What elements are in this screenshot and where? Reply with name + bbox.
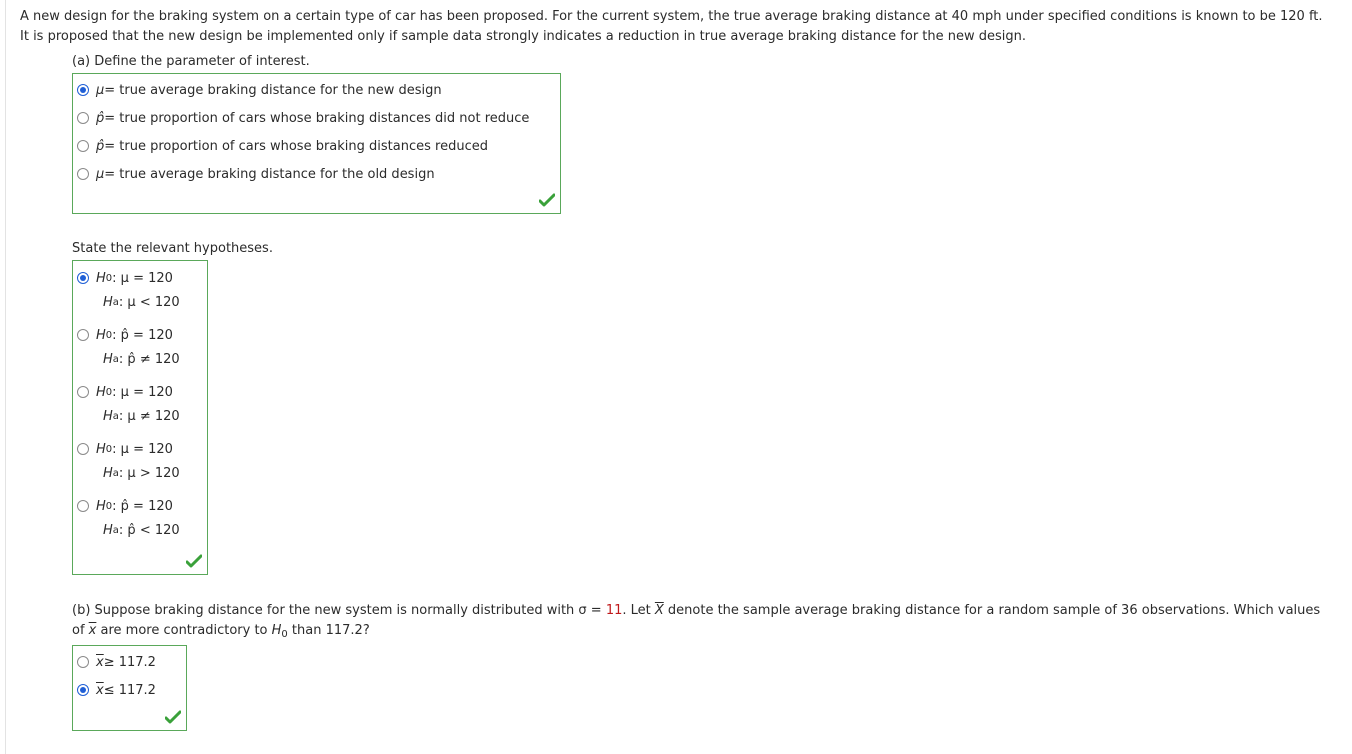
part-b-answer-box xyxy=(72,645,187,731)
part-b-prompt xyxy=(72,601,1342,645)
h0-text: : p̂ = 120 xyxy=(112,327,173,343)
radio-button[interactable] xyxy=(77,84,89,96)
h0-symbol: H xyxy=(271,623,282,638)
question-prompt xyxy=(20,7,1340,47)
h0-text: : μ = 120 xyxy=(112,441,173,457)
part-a-option-4[interactable] xyxy=(77,164,435,184)
part-b-text: are more contradictory to xyxy=(96,623,272,638)
radio-button[interactable] xyxy=(77,443,89,455)
part-b-text: of xyxy=(72,623,89,638)
radio-button[interactable] xyxy=(77,140,89,152)
sigma-value: 11 xyxy=(605,603,623,618)
option-text: = true proportion of cars whose braking distances reduced xyxy=(104,138,488,154)
radio-button[interactable] xyxy=(77,329,89,341)
h0-text: : μ = 120 xyxy=(112,270,173,286)
part-b-text: . Let xyxy=(622,603,655,618)
hypothesis-option-2[interactable]: H 0 : p̂ = 120 H a : p̂ ≠ 120 xyxy=(77,323,180,371)
part-b-text: than 117.2? xyxy=(287,623,370,638)
hypothesis-option-4[interactable]: H 0 : μ = 120 H a : μ > 120 xyxy=(77,437,180,485)
option-symbol: μ xyxy=(96,166,105,182)
option-symbol: p̂ xyxy=(96,110,105,126)
radio-button[interactable] xyxy=(77,168,89,180)
checkmark-icon xyxy=(539,193,555,207)
part-b-option-2[interactable] xyxy=(77,680,156,700)
option-text: = true average braking distance for the old design xyxy=(104,166,435,182)
part-b-text: denote the sample average braking distance for a random sample of 36 observations. Which values xyxy=(663,603,1321,618)
part-a-option-2[interactable] xyxy=(77,108,529,128)
option-symbol: μ xyxy=(96,82,105,98)
hypothesis-option-3[interactable]: H 0 : μ = 120 H a : μ ≠ 120 xyxy=(77,380,180,428)
option-text: ≥ 117.2 xyxy=(103,654,156,670)
radio-button[interactable] xyxy=(77,656,89,668)
radio-button[interactable] xyxy=(77,272,89,284)
xbar-symbol: $\overline{x}$ xyxy=(96,654,104,670)
part-b-option-1[interactable] xyxy=(77,652,156,672)
h0-text: : p̂ = 120 xyxy=(112,498,173,514)
prompt-line-1: A new design for the braking system on a certain type of car has been proposed. For the current system, the true average braking distance at 40 mph under specified conditions is known to be 120 ft. xyxy=(20,9,1323,24)
ha-text: : μ > 120 xyxy=(118,465,180,481)
part-a-option-3[interactable] xyxy=(77,136,488,156)
ha-text: : p̂ < 120 xyxy=(118,522,180,538)
hypothesis-option-5[interactable]: H 0 : p̂ = 120 H a : p̂ < 120 xyxy=(77,494,180,542)
xbar-symbol: $\overline{x}$ xyxy=(96,682,104,698)
hypotheses-label: State the relevant hypotheses. xyxy=(72,241,273,256)
left-border xyxy=(5,0,6,754)
radio-button[interactable] xyxy=(77,500,89,512)
checkmark-icon xyxy=(186,554,202,568)
option-symbol: p̂ xyxy=(96,138,105,154)
radio-button[interactable] xyxy=(77,684,89,696)
ha-text: : μ < 120 xyxy=(118,294,180,310)
option-text: = true average braking distance for the new design xyxy=(104,82,442,98)
hypothesis-option-1[interactable]: H 0 : μ = 120 H a : μ < 120 xyxy=(77,266,180,314)
xbar-symbol: $\overline{X}$ xyxy=(654,603,664,618)
radio-button[interactable] xyxy=(77,386,89,398)
ha-text: : p̂ ≠ 120 xyxy=(118,351,180,367)
part-a-option-1[interactable] xyxy=(77,80,442,100)
option-text: = true proportion of cars whose braking distances did not reduce xyxy=(104,110,530,126)
option-text: ≤ 117.2 xyxy=(103,682,156,698)
h0-text: : μ = 120 xyxy=(112,384,173,400)
radio-button[interactable] xyxy=(77,112,89,124)
hypotheses-answer-box xyxy=(72,260,208,575)
part-b-text: (b) Suppose braking distance for the new system is normally distributed with σ = xyxy=(72,603,606,618)
part-a-label: (a) Define the parameter of interest. xyxy=(72,54,310,69)
h0-subscript: 0 xyxy=(281,629,288,640)
prompt-line-2: It is proposed that the new design be implemented only if sample data strongly indicates a reduction in true average braking distance for the new design. xyxy=(20,29,1027,44)
part-a-answer-box xyxy=(72,73,561,214)
xbar-symbol: $\overline{x}$ xyxy=(88,623,97,638)
checkmark-icon xyxy=(165,710,181,724)
ha-text: : μ ≠ 120 xyxy=(118,408,180,424)
